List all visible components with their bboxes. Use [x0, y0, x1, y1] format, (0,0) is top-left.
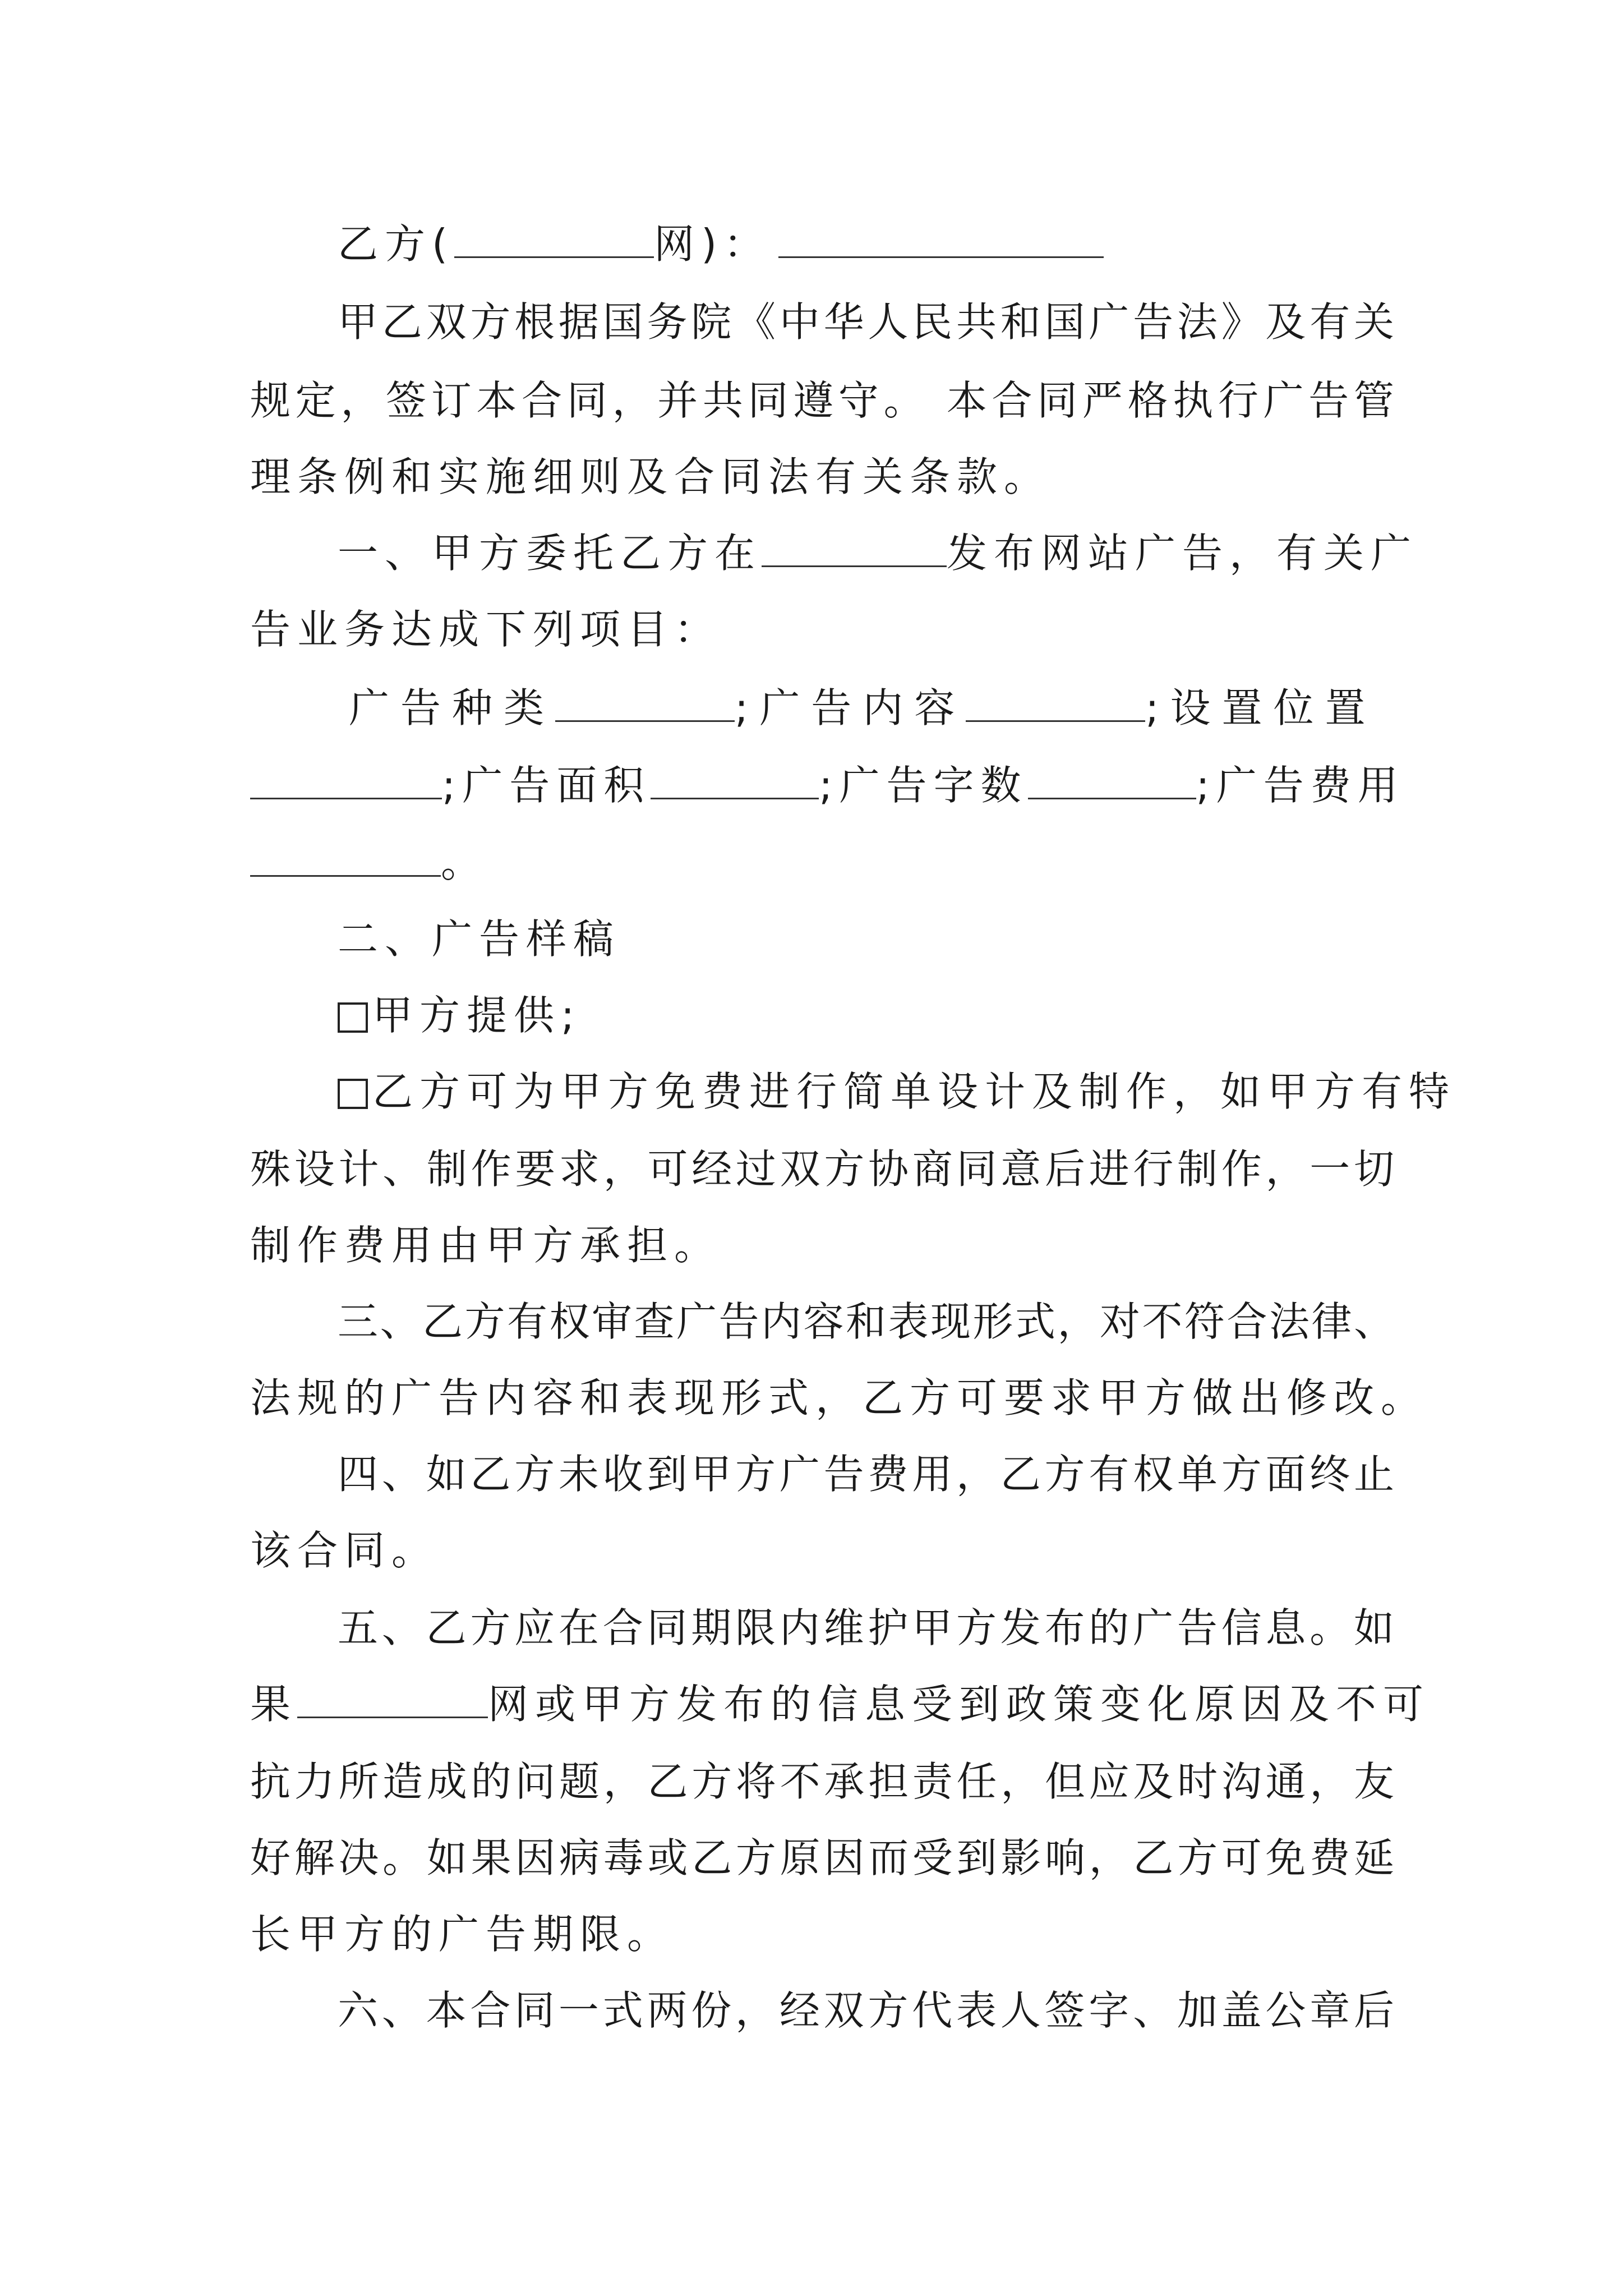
blank-field[interactable]	[651, 763, 819, 799]
section-5-line-4: 好解决。如果因病毒或乙方原因而受到影响，乙方可免费延	[250, 1834, 1394, 1881]
section-5-line-3: 抗力所造成的问题，乙方将不承担责任，但应及时沟通，友	[250, 1758, 1394, 1805]
option-line-1: 甲方提供;	[338, 987, 1394, 1043]
section-1-line-1: 一、甲方委托乙方在 发布网站广告，有关广	[338, 530, 1418, 577]
blank-field[interactable]	[555, 685, 735, 722]
intro-line-1: 甲乙双方根据国务院《中华人民共和国广告法》及有关	[338, 298, 1394, 346]
section-6-line-1: 六、本合同一式两份，经双方代表人签字、加盖公章后	[338, 1987, 1394, 2034]
section-3-line-1: 三、乙方有权审查广告内容和表现形式，对不符合法律、	[338, 1298, 1394, 1345]
checkbox[interactable]	[338, 1079, 368, 1109]
blank-field[interactable]	[966, 685, 1145, 722]
option-2-line-2: 殊设计、制作要求，可经过双方协商同意后进行制作，一切	[250, 1145, 1394, 1193]
party-b-line: 乙方( 网)：	[338, 216, 1394, 272]
section-5-line-5: 长甲方的广告期限。	[250, 1911, 675, 1958]
section-1-line-2: 告业务达成下列项目：	[250, 606, 722, 653]
option-line-2: 乙方可为甲方免费进行简单设计及制作，如甲方有特	[338, 1064, 1394, 1120]
blank-field[interactable]	[778, 222, 1104, 258]
section-5-line-2: 果 网或甲方发布的信息受到政策变化原因及不可	[250, 1681, 1431, 1728]
blank-field[interactable]	[1028, 763, 1196, 799]
intro-line-2: 规定，签订本合同，并共同遵守。 本合同严格执行广告管	[250, 377, 1394, 424]
section-5-line-1: 五、乙方应在合同期限内维护甲方发布的广告信息。如	[338, 1604, 1394, 1651]
option-2-line-3: 制作费用由甲方承担。	[250, 1222, 722, 1269]
ad-fields-line-1: 广告种类 ;广告内容 ;设置位置	[349, 684, 1377, 731]
section-2-title: 二、广告样稿	[338, 915, 621, 963]
ad-fields-line-2: ;广告面积 ;广告字数 ;广告费用	[250, 757, 1394, 813]
intro-line-3: 理条例和实施细则及合同法有关条款。	[250, 453, 1052, 500]
section-4-line-2: 该合同。	[250, 1527, 439, 1574]
blank-field[interactable]	[454, 222, 654, 258]
ad-fields-line-3: 。	[250, 835, 1394, 891]
blank-field[interactable]	[297, 1682, 488, 1718]
blank-field[interactable]	[250, 840, 441, 877]
section-3-line-2: 法规的广告内容和表现形式，乙方可要求甲方做出修改。	[250, 1374, 1428, 1421]
blank-field[interactable]	[762, 531, 947, 567]
checkbox[interactable]	[338, 1002, 368, 1033]
blank-field[interactable]	[250, 763, 442, 799]
section-4-line-1: 四、如乙方未收到甲方广告费用，乙方有权单方面终止	[338, 1451, 1394, 1498]
